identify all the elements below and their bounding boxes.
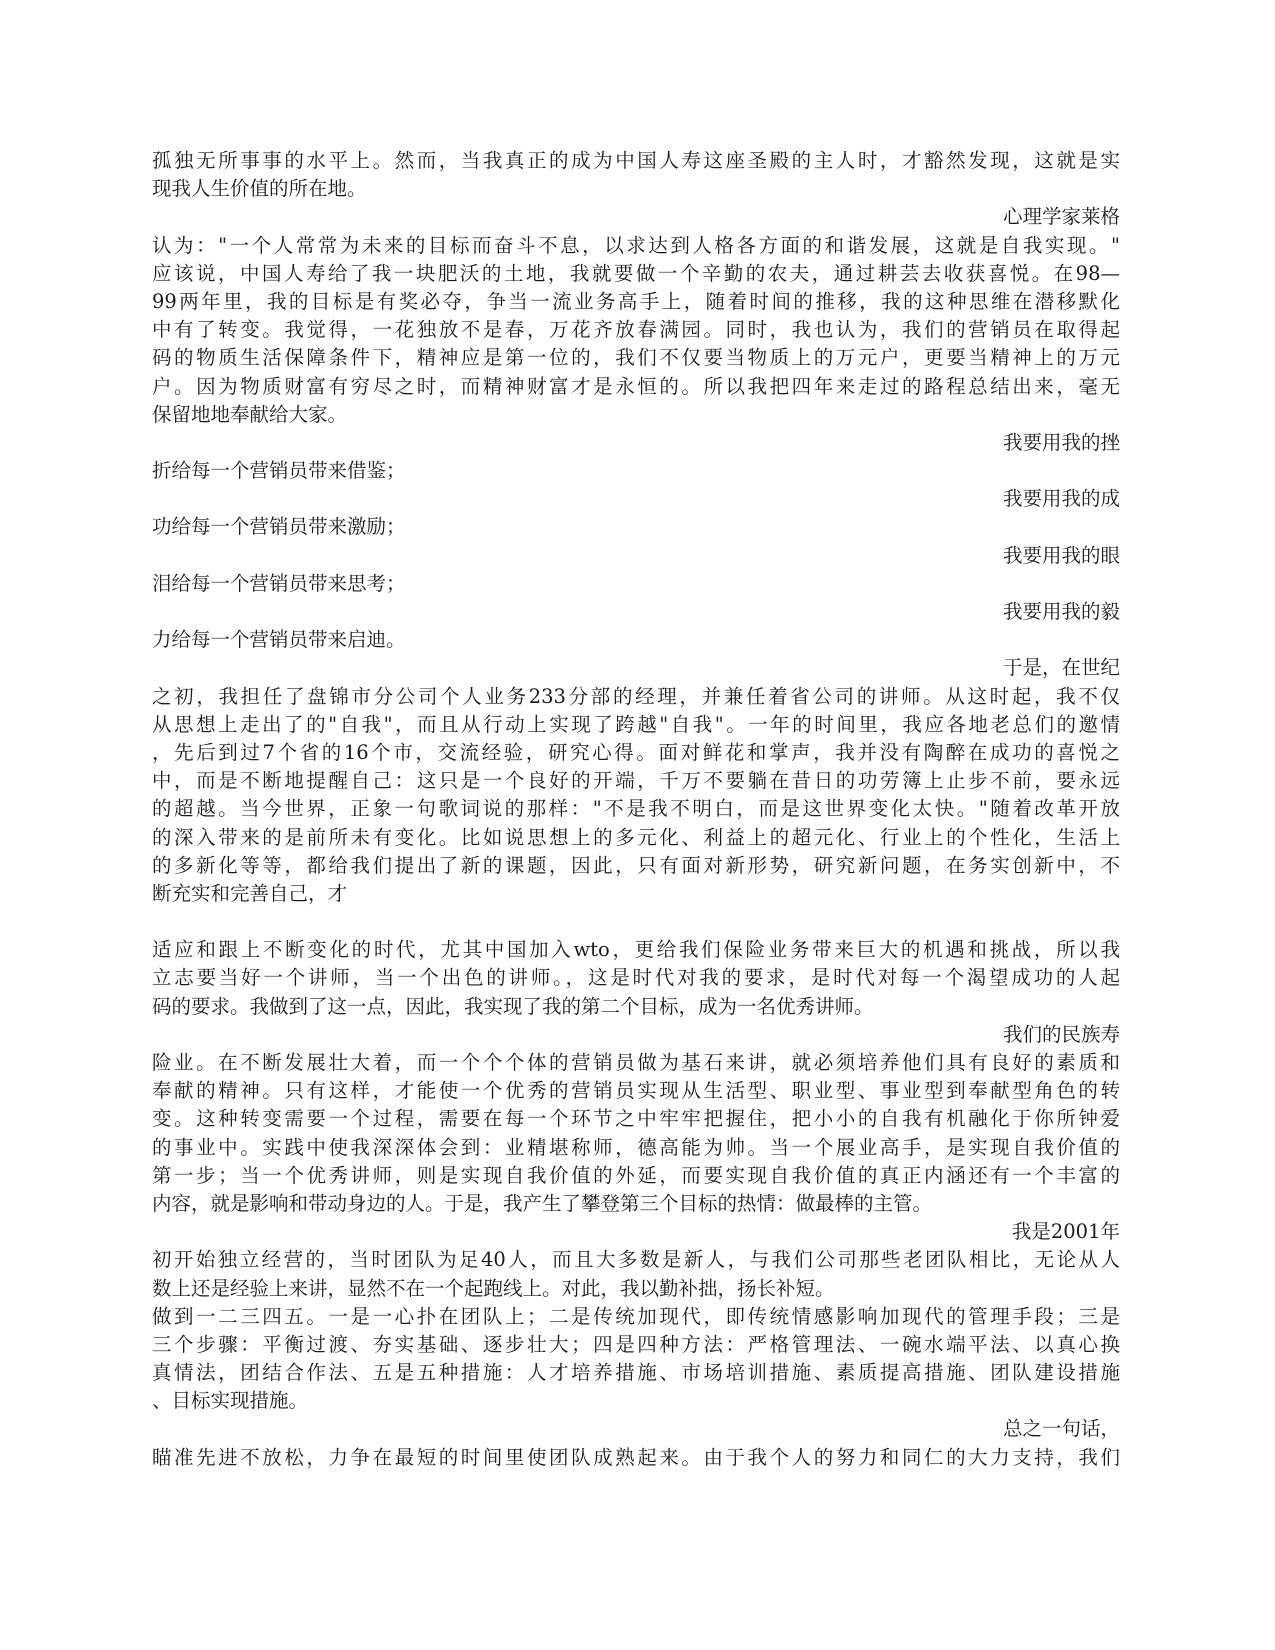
text-line: 我是2001年	[1011, 1220, 1120, 1244]
blank-line	[152, 908, 1120, 936]
text-line: 数上还是经验上来讲，显然不在一个起跑线上。对此，我以勤补拙，扬长补短。	[152, 1276, 835, 1300]
text-line: 第一步；当一个优秀讲师，则是实现自我价值的外延，而要实现自我价值的真正内涵还有一个丰富的	[152, 1163, 1120, 1187]
text-line: 之初，我担任了盘锦市分公司个人业务233分部的经理，并兼任着省公司的讲师。从这时起，我不仅	[152, 684, 1120, 708]
text-line: 中，而是不断地提醒自己：这只是一个良好的开端，千万不要躺在昔日的功劳簿上止步不前，要永远	[152, 769, 1120, 793]
text-line: 我们的民族寿	[1002, 1022, 1120, 1046]
text-line: 立志要当好一个讲师，当一个出色的讲师。，这是时代对我的要求，是时代对每一个渴望成功的人起	[152, 966, 1120, 990]
text-line: 于是，在世纪	[1002, 656, 1120, 680]
text-line: 我要用我的挫	[1002, 430, 1120, 454]
text-line: 做到一二三四五。一是一心扑在团队上；二是传统加现代，即传统情感影响加现代的管理手段；三是	[152, 1304, 1120, 1328]
text-line: 的深入带来的是前所未有变化。比如说思想上的多元化、利益上的超元化、行业上的个性化，生活上	[152, 825, 1120, 849]
text-line: 的超越。当今世界，正象一句歌词说的那样："不是我不明白，而是这世界变化太快。"随着改革开放	[152, 797, 1120, 821]
text-line: 现我人生价值的所在地。	[152, 177, 367, 201]
text-line: 初开始独立经营的，当时团队为足40人，而且大多数是新人，与我们公司那些老团队相比，无论从人	[152, 1248, 1120, 1272]
text-line: 中有了转变。我觉得，一花独放不是春，万花齐放春满园。同时，我也认为，我们的营销员在取得起	[152, 318, 1120, 342]
text-line: 力给每一个营销员带来启迪。	[152, 628, 406, 652]
text-line: 功给每一个营销员带来激励；	[152, 515, 406, 539]
text-line: 户。因为物质财富有穷尽之时，而精神财富才是永恒的。所以我把四年来走过的路程总结出来，毫无	[152, 374, 1120, 398]
text-line: 从思想上走出了的"自我"，而且从行动上实现了跨越"自我"。一年的时间里，我应各地老总们的邀情	[152, 712, 1120, 736]
text-line: 我要用我的眼	[1002, 543, 1120, 567]
text-line: 内容，就是影响和带动身边的人。于是，我产生了攀登第三个目标的热情：做最棒的主管。	[152, 1191, 933, 1215]
text-line: 三个步骤：平衡过渡、夯实基础、逐步壮大；四是四种方法：严格管理法、一碗水端平法、以真心换	[152, 1332, 1120, 1356]
text-line: 泪给每一个营销员带来思考；	[152, 571, 406, 595]
text-line: 瞄准先进不放松，力争在最短的时间里使团队成熟起来。由于我个人的努力和同仁的大力支持，我们	[152, 1445, 1120, 1469]
text-line: ，先后到过7个省的16个市，交流经验，研究心得。面对鲜花和掌声，我并没有陶醉在成功的喜悦之	[152, 740, 1120, 764]
text-line: 奉献的精神。只有这样，才能使一个优秀的营销员实现从生活型、职业型、事业型到奉献型角色的转	[152, 1079, 1120, 1103]
text-line: 我要用我的毅	[1002, 600, 1120, 623]
text-line: 折给每一个营销员带来借鉴；	[152, 459, 406, 483]
text-line: 变。这种转变需要一个过程，需要在每一个环节之中牢牢把握住，把小小的自我有机融化于你所钟爱	[152, 1107, 1120, 1131]
text-line: 险业。在不断发展壮大着，而一个个个体的营销员做为基石来讲，就必须培养他们具有良好的素质和	[152, 1051, 1120, 1074]
text-line: 码的要求。我做到了这一点，因此，我实现了我的第二个目标，成为一名优秀讲师。	[152, 994, 874, 1018]
text-line: 保留地地奉献给大家。	[152, 402, 348, 426]
document-body	[152, 147, 1120, 1472]
text-line: 的事业中。实践中使我深深体会到：业精堪称师，德高能为帅。当一个展业高手，是实现自我价值的	[152, 1135, 1120, 1159]
text-line: 孤独无所事事的水平上。然而，当我真正的成为中国人寿这座圣殿的主人时，才豁然发现，这就是实	[152, 149, 1120, 172]
text-line: 99两年里，我的目标是有奖必夺，争当一流业务高手上，随着时间的推移，我的这种思维在潜移默化	[152, 289, 1120, 313]
text-line: 认为："一个人常常为未来的目标而奋斗不息，以求达到人格各方面的和谐发展，这就是自我实现。"	[152, 233, 1120, 257]
text-line: 码的物质生活保障条件下，精神应是第一位的，我们不仅要当物质上的万元户，更要当精神上的万元	[152, 346, 1120, 370]
text-line: 、目标实现措施。	[152, 1389, 309, 1413]
text-line: 的多新化等等，都给我们提出了新的课题，因此，只有面对新形势，研究新问题，在务实创新中，不	[152, 853, 1120, 877]
text-line: 我要用我的成	[1002, 487, 1120, 511]
text-line: 真情法，团结合作法、五是五种措施：人才培养措施、市场培训措施、素质提高措施、团队建设措施	[152, 1361, 1120, 1385]
text-line: 适应和跟上不断变化的时代，尤其中国加入wto，更给我们保险业务带来巨大的机遇和挑战，所以我	[152, 938, 1120, 962]
text-line: 应该说，中国人寿给了我一块肥沃的土地，我就要做一个辛勤的农夫，通过耕芸去收获喜悦。在98—	[152, 261, 1120, 285]
text-line: 心理学家莱格	[1002, 205, 1120, 229]
text-line: 总之一句话，	[1002, 1417, 1120, 1441]
text-line: 断充实和完善自己，才	[152, 881, 348, 905]
